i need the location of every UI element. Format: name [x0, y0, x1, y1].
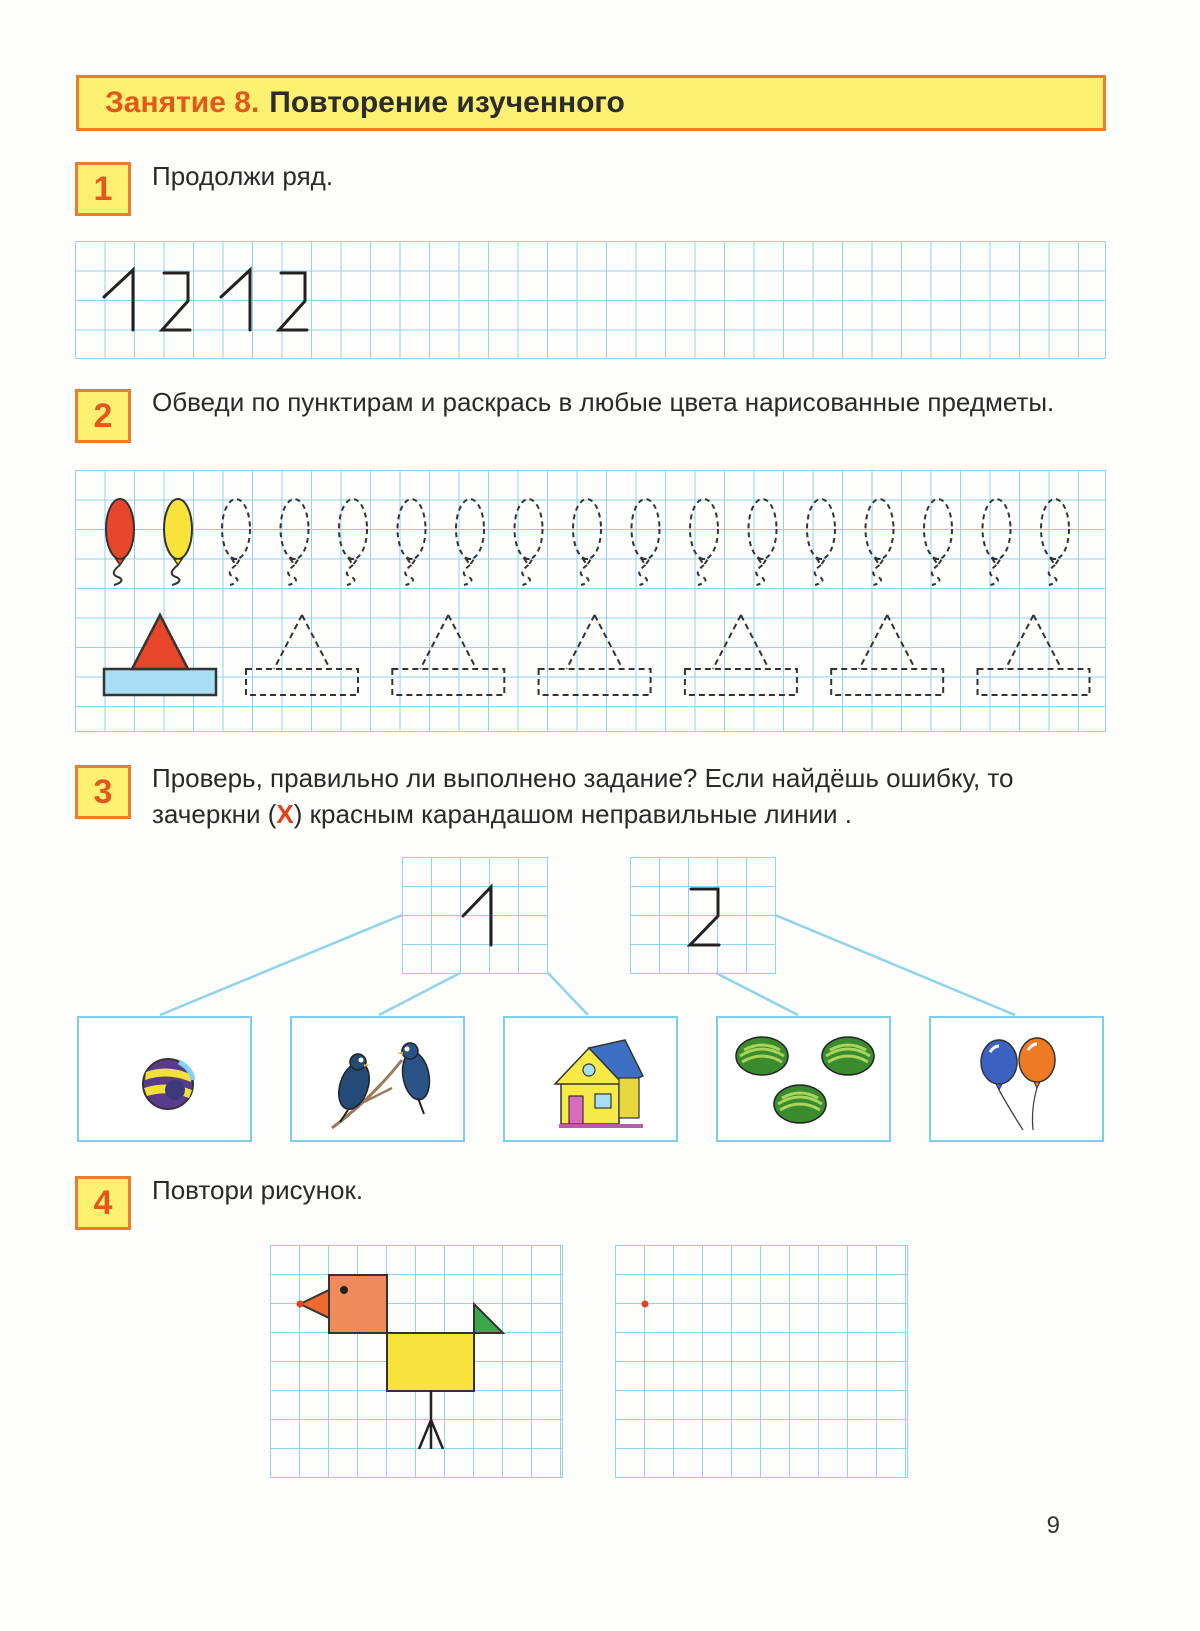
digit-2-drawing — [631, 858, 777, 975]
task-2-text: Обведи по пунктирам и раскрась в любые цвета нарисованные предметы. — [152, 387, 1055, 417]
task-4-number: 4 — [75, 1176, 131, 1230]
connector-line — [775, 915, 1015, 1015]
bird-copy-grid[interactable] — [615, 1245, 908, 1478]
task-3-line-2-start: зачеркни ( — [152, 799, 277, 829]
task-4-text: Повтори рисунок. — [152, 1175, 364, 1205]
connector-line — [548, 973, 588, 1015]
bird-sample-grid — [270, 1245, 563, 1478]
page-number: 9 — [1046, 1512, 1060, 1539]
bird-sample-drawing — [271, 1246, 564, 1479]
lesson-number: Занятие 8. — [105, 86, 260, 119]
task-1-text: Продолжи ряд. — [152, 161, 334, 191]
task-3-line-2-end: ) красным карандашом неправильные линии . — [293, 799, 852, 829]
watermelons-icon — [718, 1018, 893, 1144]
task-3-line-1: Проверь, правильно ли выполнено задание? Если найдёшь ошибку, то — [152, 763, 1014, 793]
birds-icon — [292, 1018, 467, 1144]
house-card[interactable] — [503, 1016, 678, 1142]
ball-icon — [79, 1018, 254, 1144]
digit-2-grid — [630, 857, 776, 974]
task-2-number: 2 — [75, 389, 131, 443]
cross-mark: X — [276, 799, 294, 829]
task-3-number: 3 — [75, 765, 131, 819]
watermelons-card[interactable] — [716, 1016, 891, 1142]
watermelon — [822, 1037, 874, 1075]
lesson-title: Повторение изученного — [269, 86, 625, 119]
digit-1-drawing — [403, 858, 549, 975]
digit-1-grid — [402, 857, 548, 974]
connector-line — [160, 915, 402, 1015]
birds-card[interactable] — [290, 1016, 465, 1142]
start-point — [616, 1246, 909, 1479]
ball-card[interactable] — [77, 1016, 252, 1142]
balloons-icon — [931, 1018, 1106, 1144]
house-icon — [505, 1018, 680, 1144]
connector-line — [716, 973, 798, 1015]
connector-line — [379, 973, 460, 1015]
watermelon — [774, 1085, 826, 1123]
balloons-card[interactable] — [929, 1016, 1104, 1142]
watermelon — [736, 1037, 788, 1075]
task-1-number: 1 — [75, 162, 131, 216]
